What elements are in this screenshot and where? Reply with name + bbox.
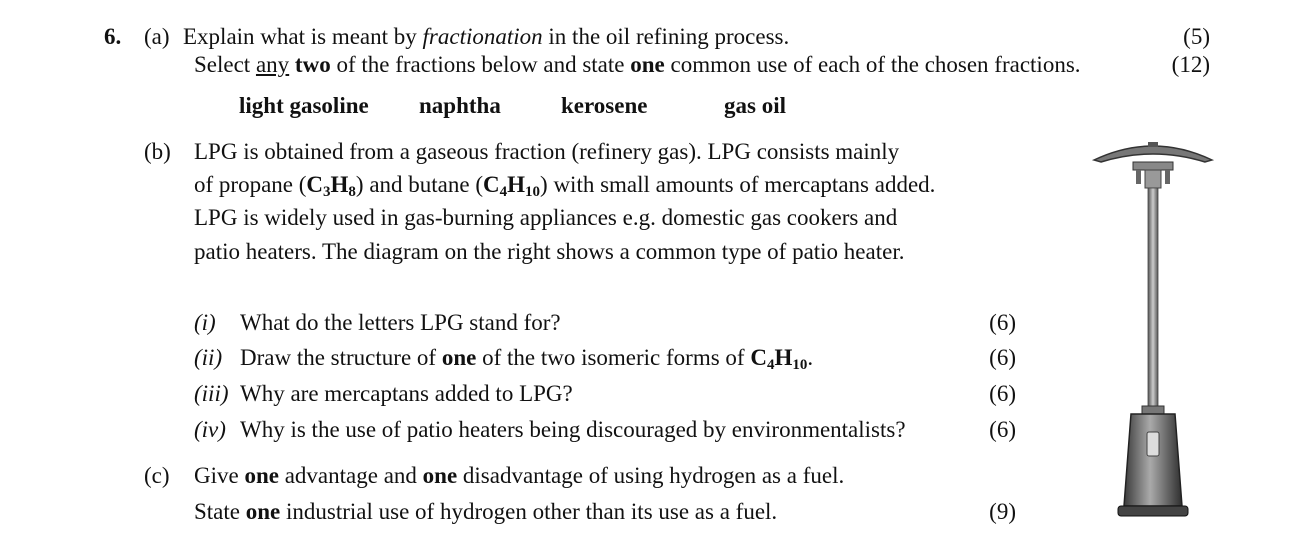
part-a-line-2: Select any two of the fractions below and state one common use of each of the chosen fractions. <box>194 52 1081 77</box>
subq-ii-label: (ii) <box>194 345 223 370</box>
subq-iii-marks: (6) <box>989 381 1016 406</box>
subq-iv-text: Why is the use of patio heaters being discouraged by environmentalists? <box>240 417 906 442</box>
subq-i-label: (i) <box>194 310 216 335</box>
subq-i-marks: (6) <box>989 310 1016 335</box>
part-c-label: (c) <box>144 463 170 488</box>
part-a-marks-2: (12) <box>1171 52 1210 77</box>
part-b-label: (b) <box>144 139 171 164</box>
part-c-line-2: State one industrial use of hydrogen other than its use as a fuel. <box>194 499 778 524</box>
fraction-kerosene: kerosene <box>561 93 648 118</box>
fraction-naphtha: naphtha <box>419 93 501 118</box>
subq-ii-text: Draw the structure of one of the two isomeric forms of $C_4H_{10}$. <box>240 345 814 373</box>
patio-heater-illustration <box>1090 138 1216 523</box>
part-c-marks: (9) <box>989 499 1016 524</box>
question-number: 6. <box>104 24 122 49</box>
part-b-line-2: of propane $(C_3H_8)$ and butane $(C_4H_{10})$ with small amounts of mercaptans added. <box>194 172 936 200</box>
fraction-light-gasoline: light gasoline <box>239 93 369 118</box>
part-a-label: (a) <box>144 24 170 49</box>
part-a-marks-1: (5) <box>1183 24 1210 49</box>
part-a-line-1: Explain what is meant by fractionation in the oil refining process. <box>183 24 790 49</box>
subq-iii-label: (iii) <box>194 381 229 406</box>
fraction-gas-oil: gas oil <box>724 93 786 118</box>
subq-i-text: What do the letters LPG stand for? <box>240 310 561 335</box>
part-c-line-1: Give one advantage and one disadvantage of using hydrogen as a fuel. <box>194 463 845 488</box>
subq-iv-label: (iv) <box>194 417 226 442</box>
part-b-line-3: LPG is widely used in gas-burning appliances e.g. domestic gas cookers and <box>194 205 898 230</box>
subq-ii-marks: (6) <box>989 345 1016 370</box>
subq-iii-text: Why are mercaptans added to LPG? <box>240 381 573 406</box>
part-b-line-1: LPG is obtained from a gaseous fraction (refinery gas). LPG consists mainly <box>194 139 900 164</box>
part-b-line-4: patio heaters. The diagram on the right shows a common type of patio heater. <box>194 239 905 264</box>
subq-iv-marks: (6) <box>989 417 1016 442</box>
